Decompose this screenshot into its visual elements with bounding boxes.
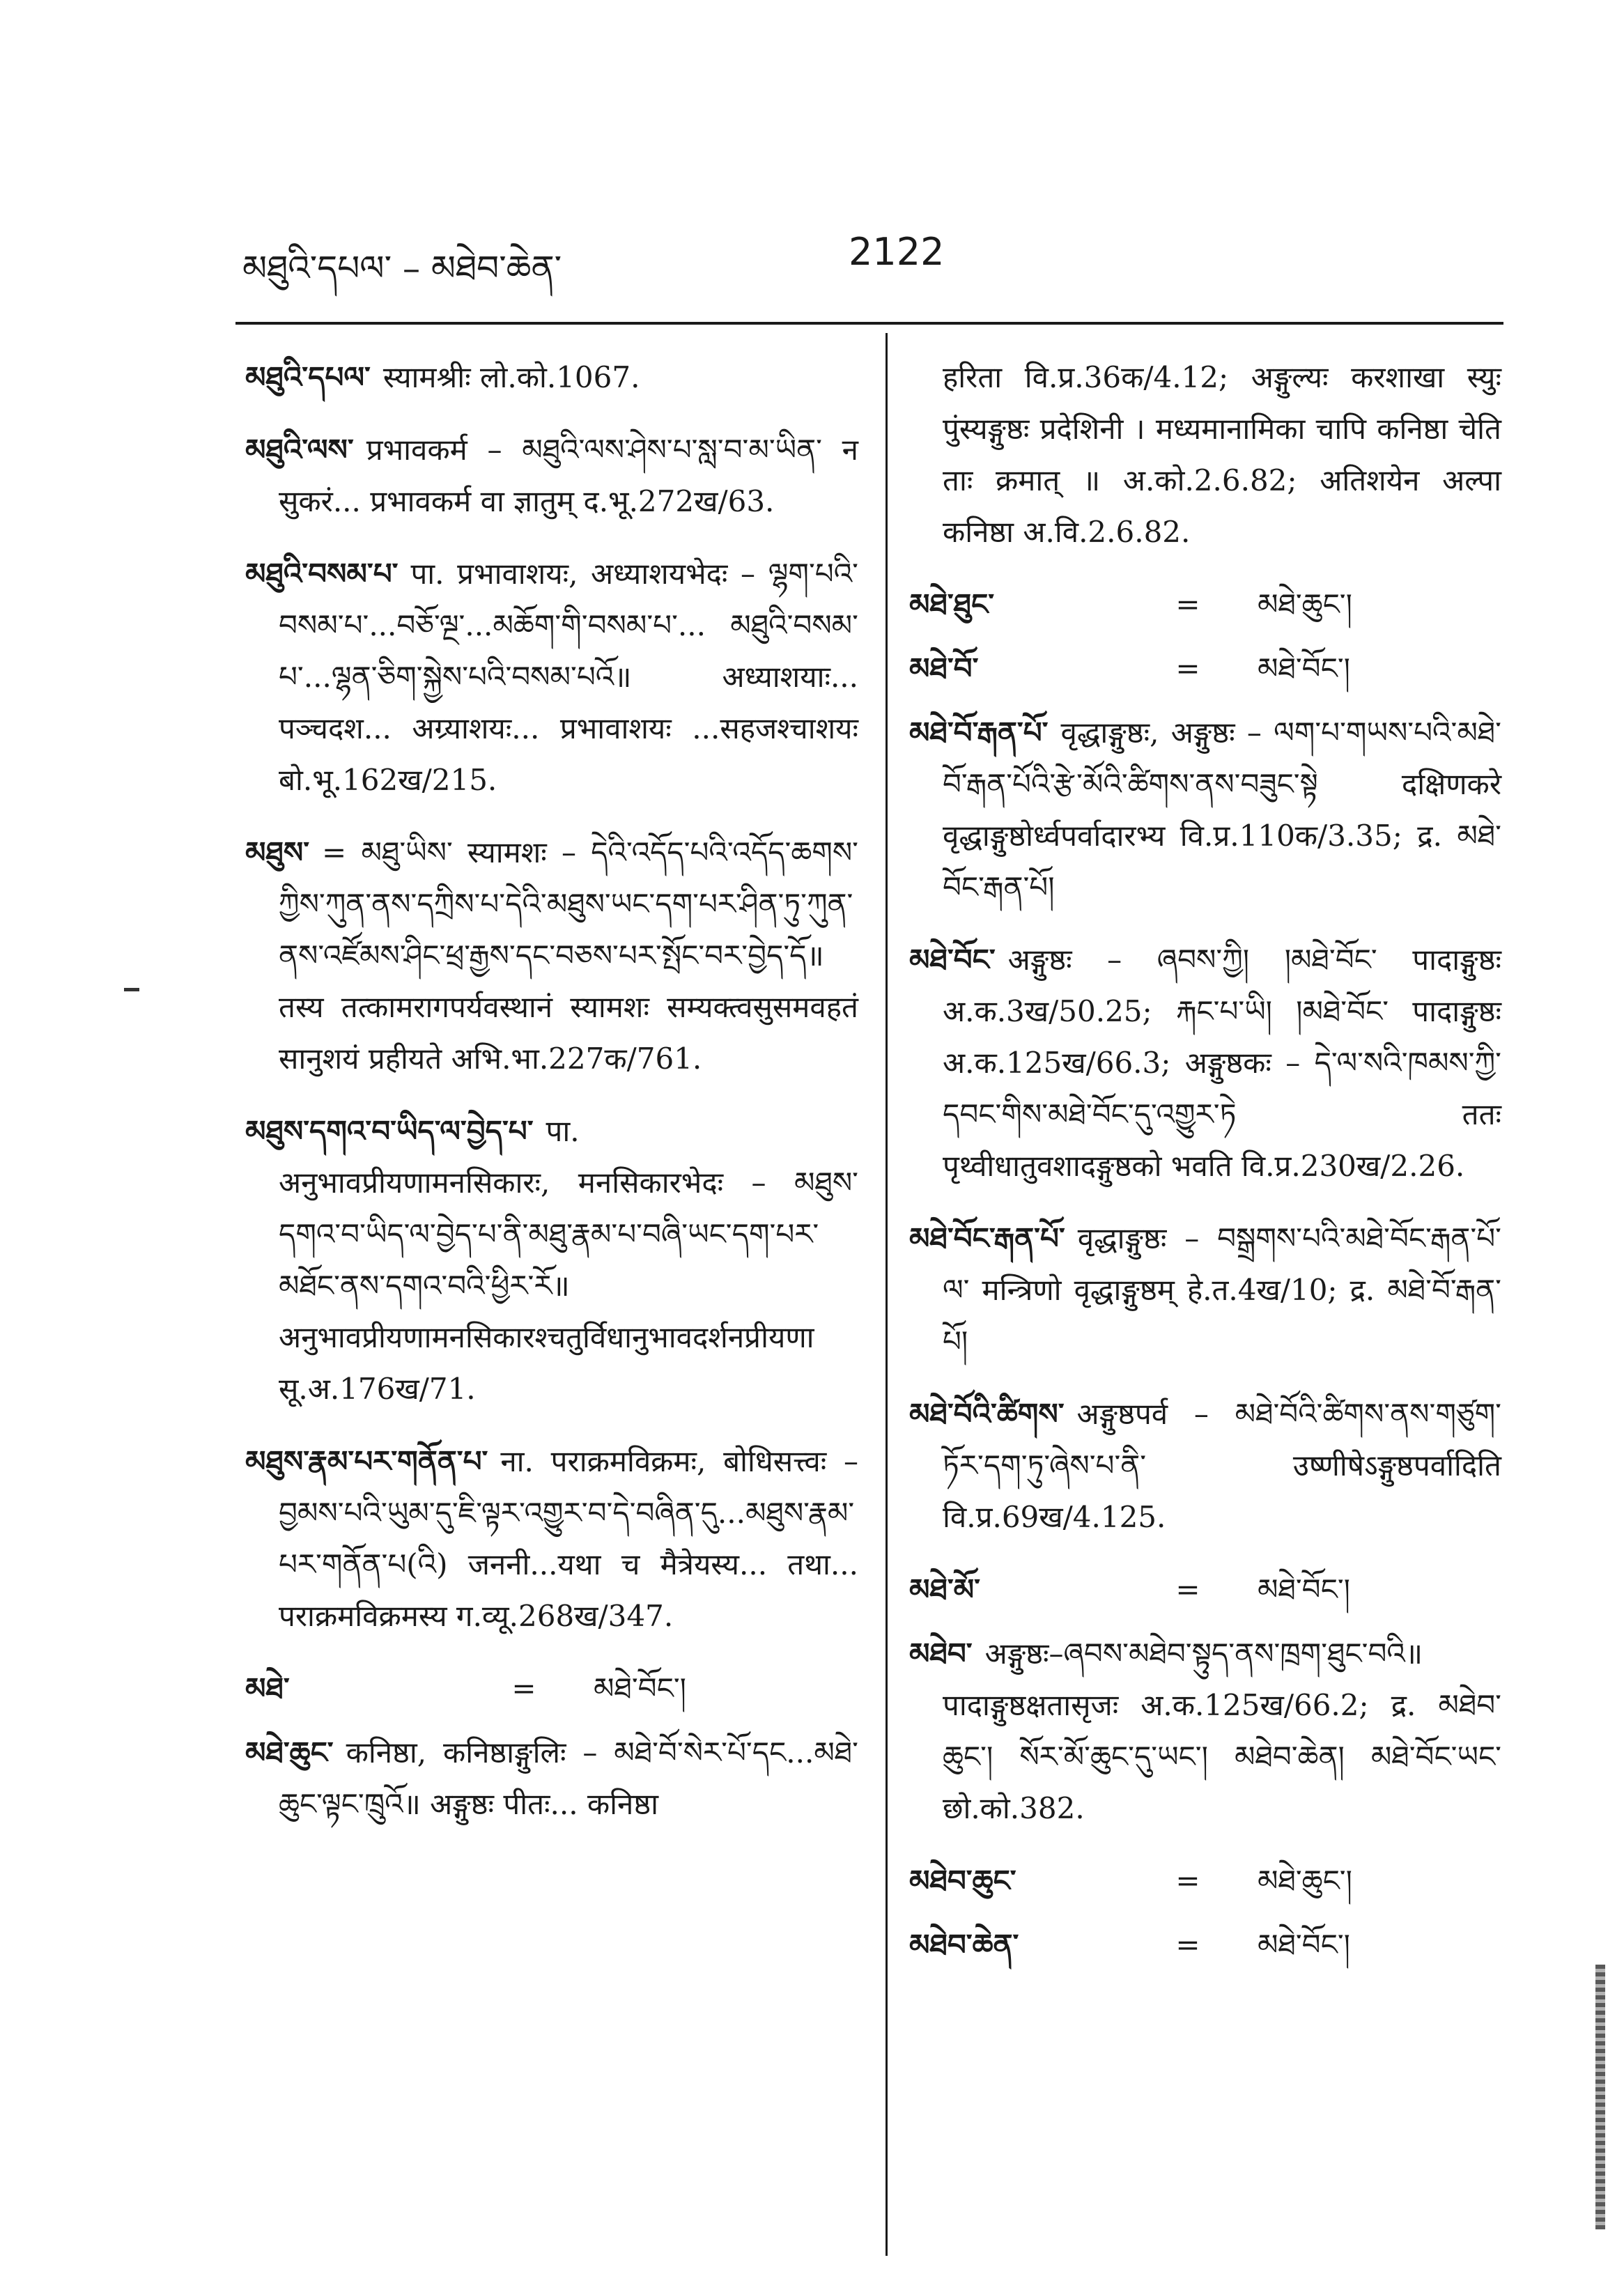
page-header (242, 230, 1497, 293)
dictionary-entry (245, 827, 858, 1085)
scan-artifact (124, 988, 139, 991)
entry-text: कनिष्ठा, कनिष्ठाङ्गुलिः – མཐེ་བོ་སེར་པོ་དང...མཐེ་ཆུང་ལྟང་ཁྲུའོ॥ अङ्गुष्ठः पीतः... कनिष्ठा (279, 1735, 858, 1821)
dictionary-entry (909, 934, 1501, 1192)
reference-target: མཐེ་ཆུང་། (1258, 587, 1352, 621)
running-head: མཐུའི་དཔལ་ – མཐེབ་ཆེན་ (242, 248, 562, 288)
equals-sign: = (1175, 651, 1200, 686)
headword: མཐེབ་ཆེན་ (909, 1928, 1019, 1962)
headword: མཐེབ་ (909, 1636, 973, 1671)
entry-text: पा. प्रभावाशयः, अध्याशयभेदः – ལྷག་པའི་བསམ་པ་...བཅོ་ལྔ་...མཆོག་གི་བསམ་པ་... མཐུའི་བསམ་པ་...ལྷན་ཅིག་སྐྱེས་པའི་བསམ་པའོ॥ अध्याशयाः... पञ्चदश... अग्र्याशयः... प्रभावाशयः ...सहजश्चाशयः बो.भू.162ख/215. (279, 557, 858, 797)
cross-reference-entry (909, 1919, 1501, 1971)
headword: མཐུའི་བསམ་པ་ (245, 557, 399, 591)
entry-text: पा. अनुभावप्रीयणामनसिकारः, मनसिकारभेदः – མཐུས་དགའ་བ་ཡིད་ལ་བྱེད་པ་ནི་མཐུ་རྣམ་པ་བཞི་ཡང་དག་པར་མཐོང་ནས་དགའ་བའི་ཕྱིར་རོ॥ अनुभावप्रीयणामनसिकारश्चतुर्विधानुभावदर्शनप्रीयणा सू.अ.176ख/71. (279, 1114, 858, 1406)
cross-reference-entry (909, 1855, 1501, 1907)
entry-text: अङ्गुष्ठपर्व – མཐེ་བོའི་ཚིགས་ནས་གཙུག་ཏོར་དག་ཏུ་ཞེས་པ་ནི་ उष्णीषेऽङ्गुष्ठपर्वादिति वि.प्र.69ख/4.125. (943, 1397, 1501, 1534)
entry-text: = མཐུ་ཡིས་ स्यामशः – དེའི་འདོད་པའི་འདོད་ཆགས་ཀྱིས་ཀུན་ནས་དཀྲིས་པ་དེའི་མཐུས་ཡང་དག་པར་ཤིན་ཏུ་ཀུན་ནས་འཛོམས་ཤིང་ཕྲ་རྒྱས་དང་བཅས་པར་སྤོང་བར་བྱེད་དོ॥ तस्य तत्कामरागपर्यवस्थानं स्यामशः सम्यक्त्वसुसमवहतं सानुशयं प्रहीयते अभि.भा.227क/761. (279, 835, 858, 1076)
headword: མཐེབ་ཆུང་ (909, 1864, 1016, 1898)
headword: མཐུའི་དཔལ་ (245, 360, 371, 394)
headword: མཐུས་རྣམ་པར་གནོན་པ་ (245, 1444, 488, 1478)
continued-entry (909, 352, 1501, 558)
entry-text: प्रभावकर्म – མཐུའི་ལས་ཤེས་པ་སླ་བ་མ་ཡིན་ न सुकरं... प्रभावकर्म वा ज्ञातुम् द.भू.272ख/63. (279, 433, 858, 518)
headword: མཐུའི་ལས་ (245, 433, 354, 467)
headword: མཐུས་ (245, 835, 310, 869)
cross-reference-entry (909, 643, 1501, 695)
dictionary-entry (245, 1106, 858, 1415)
scan-edge-artifact (1595, 1965, 1605, 2229)
dictionary-entry (245, 1436, 858, 1642)
reference-target: མཐེ་བོང་། (1258, 651, 1350, 686)
headword: མཐེ་བོང་རྒན་པོ་ (909, 1221, 1065, 1255)
dictionary-entry (245, 1727, 858, 1830)
reference-target: མཐེ་ཆུང་། (1258, 1864, 1352, 1898)
dictionary-entry (909, 707, 1501, 913)
equals-sign: = (1175, 587, 1200, 621)
headword: མཐེ་བོ་ (909, 651, 979, 686)
entry-text: वृद्धाङ्गुष्ठः, अङ्गुष्ठः – ལག་པ་གཡས་པའི་མཐེ་བོ་རྒན་པོའི་རྩེ་མོའི་ཚིགས་ནས་བཟུང་སྟེ दक्षिणकरे वृद्धाङ्गुष्ठोर्ध्वपर्वादारभ्य वि.प्र.110क/3.35; द्र. མཐེ་བོང་རྒན་པོ། (943, 715, 1501, 904)
headword: མཐེ་ (245, 1671, 290, 1705)
dictionary-entry (909, 1388, 1501, 1543)
dictionary-entry (909, 1213, 1501, 1368)
headword: མཐེ་མོ་ (909, 1572, 980, 1607)
headword: མཐེ་བོ་རྒན་པོ་ (909, 715, 1049, 750)
header-rule (235, 322, 1503, 325)
dictionary-entry (245, 424, 858, 527)
entry-text: ना. पराक्रमविक्रमः, बोधिसत्त्वः – བྱམས་པའི་ཡུམ་དུ་ཇི་ལྟར་འགྱུར་བ་དེ་བཞིན་དུ...མཐུས་རྣམ་པར་གནོན་པ(འི) जननी...यथा च मैत्रेयस्य... तथा... पराक्रमविक्रमस्य ग.व्यू.268ख/347. (279, 1444, 858, 1633)
headword: མཐེ་བོའི་ཚིགས་ (909, 1397, 1065, 1431)
equals-sign: = (1175, 1572, 1200, 1607)
dictionary-entry (245, 352, 858, 403)
entry-text: स्यामश्रीः लो.को.1067. (382, 360, 640, 394)
headword: མཐུས་དགའ་བ་ཡིད་ལ་བྱེད་པ་ (245, 1114, 534, 1148)
dictionary-entry (909, 1628, 1501, 1834)
page-number: 2122 (849, 230, 945, 274)
cross-reference-entry (245, 1663, 858, 1715)
reference-target: མཐེ་བོང་། (594, 1671, 686, 1705)
cross-reference-entry (909, 579, 1501, 630)
right-column (909, 352, 1501, 1983)
reference-target: མཐེ་བོང་། (1258, 1928, 1350, 1962)
dictionary-entry (245, 548, 858, 806)
entry-text: अङ्गुष्ठः–ཞབས་མཐེབ་སྟུད་ནས་ཁྲག་ཐུང་བའི॥ पादाङ्गुष्ठक्षतासृजः अ.क.125ख/66.2; द्र. མཐེབ་ཆུང་། སོར་མོ་ཆུང་དུ་ཡང་། མཐེབ་ཆེན། མཐེ་བོང་ཡང་ छो.को.382. (943, 1636, 1501, 1825)
headword: མཐེ་ཆུང་ (245, 1735, 334, 1770)
headword: མཐེ་བོང་ (909, 943, 996, 977)
entry-text: हरिता वि.प्र.36क/4.12; अङ्गुल्यः करशाखा स्युः पुंस्यङ्गुष्ठः प्रदेशिनी । मध्यमानामिका चापि कनिष्ठा चेति ताः क्रमात् ॥ अ.को.2.6.82; अतिशयेन अल्पा कनिष्ठा अ.वि.2.6.82. (943, 360, 1501, 549)
equals-sign: = (511, 1671, 536, 1705)
entry-text: वृद्धाङ्गुष्ठः – བསྒྲགས་པའི་མཐེ་བོང་རྒན་པོ་ལ་ मन्त्रिणो वृद्धाङ्गुष्ठम् हे.त.4ख/10; द्र. མཐེ་བོ་རྒན་པོ། (943, 1221, 1501, 1359)
cross-reference-entry (909, 1564, 1501, 1616)
left-column (245, 352, 858, 1851)
equals-sign: = (1175, 1928, 1200, 1962)
reference-target: མཐེ་བོང་། (1258, 1572, 1350, 1607)
entry-text: अङ्गुष्ठः – ཞབས་ཀྱི། །མཐེ་བོང་ पादाङ्गुष्ठः अ.क.3ख/50.25; རྐང་པ་ཡི། །མཐེ་བོང་ पादाङ्गुष्ठः अ.क.125ख/66.3; अङ्गुष्ठकः – དེ་ལ་སའི་ཁམས་ཀྱི་དབང་གིས་མཐེ་བོང་དུ་འགྱུར་ཏེ ततः पृथ्वीधातुवशादङ्गुष्ठको भवति वि.प्र.230ख/2.26. (943, 943, 1501, 1183)
column-divider (886, 333, 888, 2256)
equals-sign: = (1175, 1864, 1200, 1898)
headword: མཐེ་ཐུང་ (909, 587, 995, 621)
